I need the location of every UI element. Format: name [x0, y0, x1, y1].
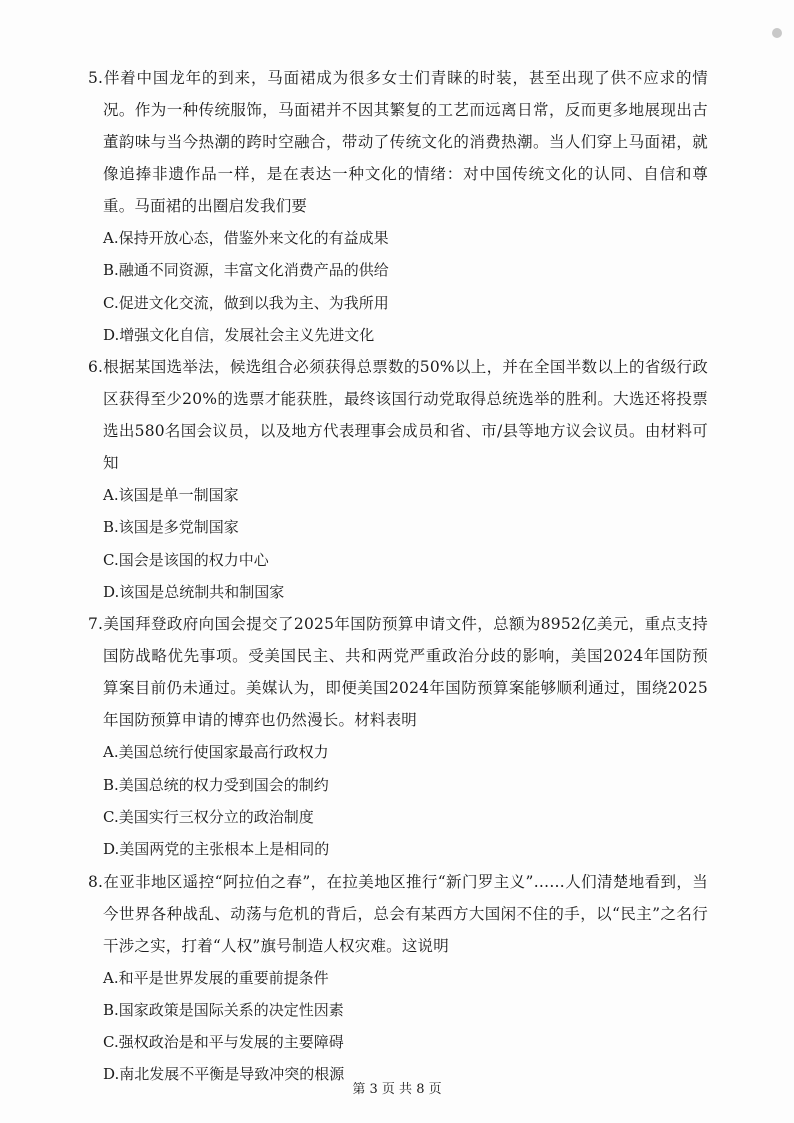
question-stem: 6.根据某国选举法，候选组合必须获得总票数的50%以上，并在全国半数以上的省级行政区获得至少20%的选票才能获胜，最终该国行动党取得总统选举的胜利。大选还将投票选出580名国会议员，以及地方代表理事会成员和省、市/县等地方议会议员。由材料可知	[88, 358, 708, 473]
option-b[interactable]: B.融通不同资源，丰富文化消费产品的供给	[103, 261, 389, 280]
question-stem: 7.美国拜登政府向国会提交了2025年国防预算申请文件，总额为8952亿美元，重点支持国防战略优先事项。受美国民主、共和两党严重政治分歧的影响，美国2024年国防预算案目前仍未通过。美媒认为，即便美国2024年国防预算案能够顺利通过，围绕2025年国防预算申请的博弈也仍然漫长。材料表明	[88, 615, 708, 730]
option-a[interactable]: A.美国总统行使国家最高行政权力	[103, 743, 329, 762]
option-a[interactable]: A.该国是单一制国家	[103, 486, 239, 505]
option-a[interactable]: A.保持开放心态，借鉴外来文化的有益成果	[103, 229, 389, 247]
option-b[interactable]: B.美国总统的权力受到国会的制约	[103, 775, 329, 794]
option-c[interactable]: C.促进文化交流，做到以我为主、为我所用	[103, 293, 389, 312]
option-c[interactable]: C.国会是该国的权力中心	[103, 550, 269, 569]
option-list	[88, 962, 708, 1091]
option-list	[88, 222, 708, 351]
page-number-footer: 第 3 页 共 8 页	[352, 1082, 442, 1097]
option-c[interactable]: C.强权政治是和平与发展的主要障碍	[103, 1033, 344, 1052]
question-stem: 8.在亚非地区遥控“阿拉伯之春”，在拉美地区推行“新门罗主义”……人们清楚地看到，当今世界各种战乱、动荡与危机的背后，总会有某西方大国闲不住的手，以“民主”之名行干涉之实，打着“人权”旗号制造人权灾难。这说明	[88, 872, 708, 955]
option-d[interactable]: D.该国是总统制共和制国家	[103, 583, 285, 602]
option-b[interactable]: B.该国是多党制国家	[103, 518, 239, 537]
option-a[interactable]: A.和平是世界发展的重要前提条件	[103, 968, 329, 987]
question-6	[88, 351, 708, 608]
scan-mark	[772, 28, 782, 38]
option-d[interactable]: D.增强文化自信，发展社会主义先进文化	[103, 325, 375, 344]
question-7	[88, 608, 708, 865]
question-5	[88, 62, 708, 351]
option-b[interactable]: B.国家政策是国际关系的决定性因素	[103, 1000, 344, 1019]
question-stem: 5.伴着中国龙年的到来，马面裙成为很多女士们青睐的时装，甚至出现了供不应求的情况。作为一种传统服饰，马面裙并不因其繁复的工艺而远离日常，反而更多地展现出古董韵味与当今热潮的跨时空融合，带动了传统文化的消费热潮。当人们穿上马面裙，就像追捧非遗作品一样，是在表达一种文化的情绪：对中国传统文化的认同、自信和尊重。马面裙的出圈启发我们要	[88, 69, 708, 215]
option-list	[88, 736, 708, 865]
option-list	[88, 479, 708, 608]
option-c[interactable]: C.美国实行三权分立的政治制度	[103, 807, 314, 826]
question-list	[88, 62, 708, 1091]
option-d[interactable]: D.美国两党的主张根本上是相同的	[103, 840, 330, 859]
question-8	[88, 866, 708, 1091]
option-d[interactable]: D.南北发展不平衡是导致冲突的根源	[103, 1065, 345, 1084]
